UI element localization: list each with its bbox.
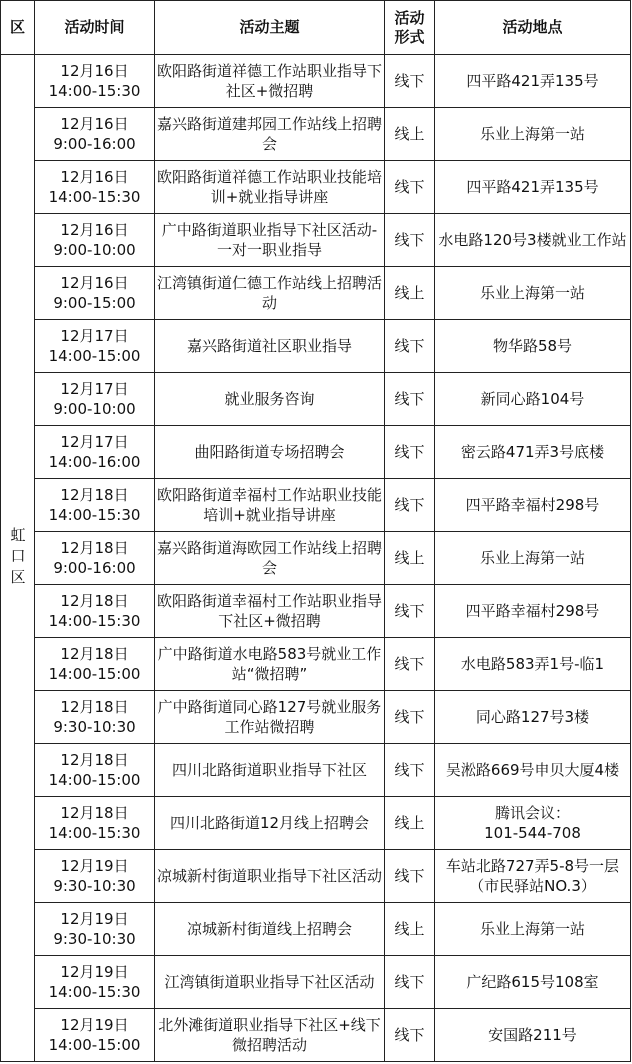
topic-cell: 北外滩街道职业指导下社区+线下微招聘活动: [155, 1009, 385, 1062]
topic-cell: 曲阳路街道专场招聘会: [155, 426, 385, 479]
activity-time-range: 9:30-10:30: [53, 877, 136, 895]
time-cell: [35, 691, 155, 744]
activity-time-range: 9:00-16:00: [53, 559, 136, 577]
format-cell: 线下: [385, 161, 435, 214]
time-cell: [35, 903, 155, 956]
table-row: [1, 956, 631, 1009]
format-cell: 线下: [385, 320, 435, 373]
activity-time-range: 14:00-15:30: [48, 188, 141, 206]
table-row: [1, 108, 631, 161]
location-cell: 乐业上海第一站: [435, 903, 631, 956]
location-cell: 车站北路727弄5-8号一层（市民驿站NO.3）: [435, 850, 631, 903]
activity-time-range: 9:00-10:00: [53, 400, 136, 418]
table-row: [1, 638, 631, 691]
activity-time-range: 14:00-15:00: [48, 771, 141, 789]
time-cell: [35, 797, 155, 850]
activity-time-range: 14:00-15:30: [48, 82, 141, 100]
table-row: [1, 532, 631, 585]
format-cell: 线下: [385, 850, 435, 903]
location-cell: 吴淞路669号申贝大厦4楼: [435, 744, 631, 797]
activity-date: 12月18日: [60, 645, 129, 663]
table-body: [1, 55, 631, 1062]
topic-cell: 欧阳路街道祥德工作站职业指导下社区+微招聘: [155, 55, 385, 108]
location-cell: 水电路583弄1号-临1: [435, 638, 631, 691]
location-cell: 四平路421弄135号: [435, 161, 631, 214]
topic-cell: 广中路街道职业指导下社区活动-一对一职业指导: [155, 214, 385, 267]
activity-time-range: 9:00-15:00: [53, 294, 136, 312]
table-row: [1, 267, 631, 320]
format-cell: 线上: [385, 797, 435, 850]
topic-cell: 四川北路街道12月线上招聘会: [155, 797, 385, 850]
activity-time-range: 14:00-15:30: [48, 612, 141, 630]
time-cell: [35, 108, 155, 161]
location-cell: 密云路471弄3号底楼: [435, 426, 631, 479]
format-cell: 线下: [385, 638, 435, 691]
time-cell: [35, 532, 155, 585]
location-cell: 乐业上海第一站: [435, 532, 631, 585]
location-cell: 水电路120号3楼就业工作站: [435, 214, 631, 267]
location-cell: 四平路421弄135号: [435, 55, 631, 108]
format-cell: 线上: [385, 903, 435, 956]
table-row: [1, 55, 631, 108]
activity-date: 12月19日: [60, 963, 129, 981]
activity-date: 12月18日: [60, 486, 129, 504]
location-cell: 腾讯会议： 101-544-708: [435, 797, 631, 850]
table-row: [1, 1009, 631, 1062]
activity-time-range: 9:30-10:30: [53, 930, 136, 948]
activity-date: 12月17日: [60, 380, 129, 398]
topic-cell: 四川北路街道职业指导下社区: [155, 744, 385, 797]
district-cell: 虹口区: [1, 55, 35, 1062]
table-row: [1, 161, 631, 214]
location-cell: 广纪路615号108室: [435, 956, 631, 1009]
topic-cell: 嘉兴路街道社区职业指导: [155, 320, 385, 373]
location-cell: 乐业上海第一站: [435, 108, 631, 161]
activity-time-range: 14:00-15:00: [48, 1036, 141, 1054]
table-row: [1, 426, 631, 479]
time-cell: [35, 373, 155, 426]
format-cell: 线下: [385, 373, 435, 426]
header-format: 活动 形式: [385, 1, 435, 55]
table-row: [1, 373, 631, 426]
format-cell: 线下: [385, 956, 435, 1009]
table-row: [1, 691, 631, 744]
activity-time-range: 14:00-15:00: [48, 665, 141, 683]
location-cell: 同心路127号3楼: [435, 691, 631, 744]
table-row: [1, 850, 631, 903]
location-cell: 新同心路104号: [435, 373, 631, 426]
header-topic: 活动主题: [155, 1, 385, 55]
topic-cell: 欧阳路街道幸福村工作站职业技能培训+就业指导讲座: [155, 479, 385, 532]
topic-cell: 江湾镇街道仁德工作站线上招聘活动: [155, 267, 385, 320]
activity-date: 12月17日: [60, 327, 129, 345]
activity-date: 12月18日: [60, 539, 129, 557]
format-cell: 线下: [385, 585, 435, 638]
location-cell: 乐业上海第一站: [435, 267, 631, 320]
table-row: [1, 797, 631, 850]
activity-time-range: 14:00-15:30: [48, 983, 141, 1001]
time-cell: [35, 320, 155, 373]
activity-date: 12月16日: [60, 274, 129, 292]
format-cell: 线上: [385, 108, 435, 161]
format-cell: 线下: [385, 55, 435, 108]
activity-time-range: 14:00-15:30: [48, 824, 141, 842]
table-row: [1, 585, 631, 638]
topic-cell: 嘉兴路街道建邦园工作站线上招聘会: [155, 108, 385, 161]
topic-cell: 凉城新村街道线上招聘会: [155, 903, 385, 956]
time-cell: [35, 214, 155, 267]
topic-cell: 凉城新村街道职业指导下社区活动: [155, 850, 385, 903]
time-cell: [35, 267, 155, 320]
time-cell: [35, 744, 155, 797]
format-cell: 线下: [385, 1009, 435, 1062]
activity-date: 12月16日: [60, 168, 129, 186]
location-cell: 四平路幸福村298号: [435, 479, 631, 532]
activity-date: 12月16日: [60, 221, 129, 239]
activity-time-range: 9:00-10:00: [53, 241, 136, 259]
topic-cell: 广中路街道水电路583号就业工作站“微招聘”: [155, 638, 385, 691]
table-row: [1, 320, 631, 373]
header-time: 活动时间: [35, 1, 155, 55]
time-cell: [35, 426, 155, 479]
topic-cell: 广中路街道同心路127号就业服务工作站微招聘: [155, 691, 385, 744]
location-cell: 安国路211号: [435, 1009, 631, 1062]
time-cell: [35, 638, 155, 691]
activity-time-range: 14:00-15:30: [48, 506, 141, 524]
format-cell: 线下: [385, 426, 435, 479]
table-row: [1, 214, 631, 267]
format-cell: 线上: [385, 267, 435, 320]
activity-time-range: 9:00-16:00: [53, 135, 136, 153]
format-cell: 线上: [385, 532, 435, 585]
table-row: [1, 903, 631, 956]
activity-date: 12月19日: [60, 1016, 129, 1034]
activity-date: 12月18日: [60, 751, 129, 769]
header-row: [1, 1, 631, 55]
time-cell: [35, 479, 155, 532]
format-cell: 线下: [385, 479, 435, 532]
table-row: [1, 479, 631, 532]
activity-date: 12月16日: [60, 62, 129, 80]
time-cell: [35, 956, 155, 1009]
topic-cell: 欧阳路街道幸福村工作站职业指导下社区+微招聘: [155, 585, 385, 638]
activity-date: 12月19日: [60, 857, 129, 875]
topic-cell: 江湾镇街道职业指导下社区活动: [155, 956, 385, 1009]
topic-cell: 就业服务咨询: [155, 373, 385, 426]
time-cell: [35, 161, 155, 214]
header-location: 活动地点: [435, 1, 631, 55]
time-cell: [35, 585, 155, 638]
activity-time-range: 9:30-10:30: [53, 718, 136, 736]
activity-date: 12月18日: [60, 804, 129, 822]
activity-time-range: 14:00-16:00: [48, 453, 141, 471]
format-cell: 线下: [385, 691, 435, 744]
location-cell: 四平路幸福村298号: [435, 585, 631, 638]
activity-date: 12月17日: [60, 433, 129, 451]
header-district: 区: [1, 1, 35, 55]
time-cell: [35, 850, 155, 903]
activity-date: 12月19日: [60, 910, 129, 928]
activity-date: 12月18日: [60, 698, 129, 716]
format-cell: 线下: [385, 214, 435, 267]
time-cell: [35, 55, 155, 108]
table-row: [1, 744, 631, 797]
topic-cell: 嘉兴路街道海欧园工作站线上招聘会: [155, 532, 385, 585]
location-cell: 物华路58号: [435, 320, 631, 373]
activity-date: 12月18日: [60, 592, 129, 610]
topic-cell: 欧阳路街道祥德工作站职业技能培训+就业指导讲座: [155, 161, 385, 214]
activity-time-range: 14:00-15:00: [48, 347, 141, 365]
format-cell: 线下: [385, 744, 435, 797]
time-cell: [35, 1009, 155, 1062]
activity-date: 12月16日: [60, 115, 129, 133]
